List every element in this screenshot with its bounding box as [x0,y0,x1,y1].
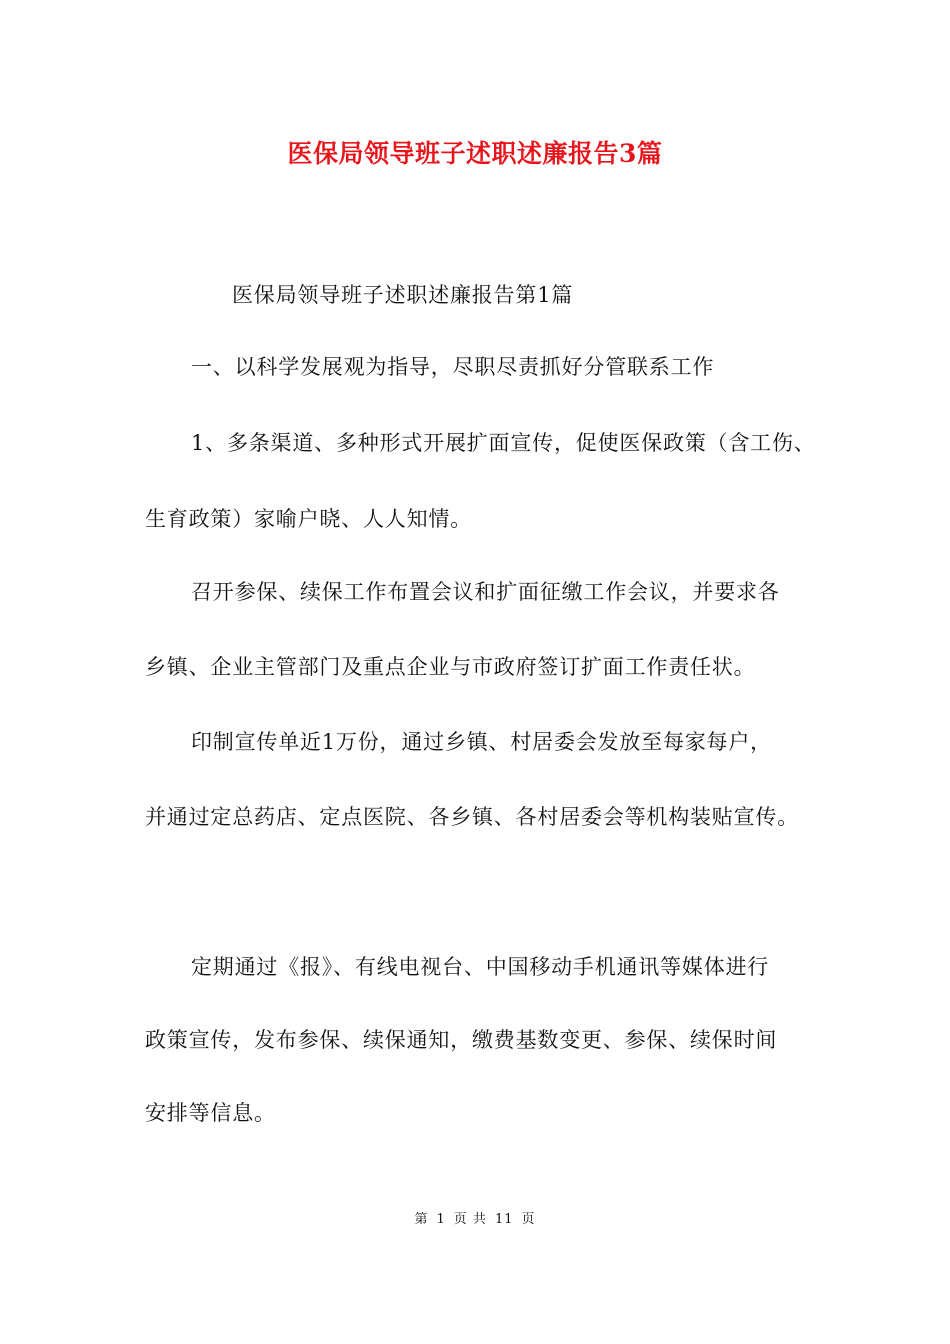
paragraph-line: 召开参保、续保工作布置会议和扩面征缴工作会议，并要求各 [191,580,780,604]
document-title: 医保局领导班子述职述廉报告3篇 [287,139,663,168]
paragraph-line: 政策宣传，发布参保、续保通知，缴费基数变更、参保、续保时间 [145,1028,778,1052]
paragraph-line: 印制宣传单近1万份，通过乡镇、村居委会发放至每家每户， [191,730,772,754]
paragraph-line: 1、多条渠道、多种形式开展扩面宣传，促使医保政策（含工伤、 [191,431,816,455]
footer-suffix: 页 [521,1212,536,1227]
footer-current-page: 1 [436,1212,446,1227]
paragraph-line: 定期通过《报》、有线电视台、中国移动手机通讯等媒体进行 [191,955,770,979]
footer-prefix: 第 [414,1212,429,1227]
footer-middle: 页 共 [453,1212,487,1227]
paragraph-line: 生育政策）家喻户晓、人人知情。 [145,507,472,531]
paragraph-line: 安排等信息。 [145,1101,276,1125]
paragraph-line: 一、以科学发展观为指导，尽职尽责抓好分管联系工作 [191,355,715,379]
section-heading: 医保局领导班子述职述廉报告第1篇 [232,283,574,307]
paragraph-line: 乡镇、企业主管部门及重点企业与市政府签订扩面工作责任状。 [145,655,756,679]
paragraph-line: 并通过定总药店、定点医院、各乡镇、各村居委会等机构装贴宣传。 [145,805,799,829]
page-number-footer [0,1211,950,1229]
footer-total-pages: 11 [494,1212,514,1227]
